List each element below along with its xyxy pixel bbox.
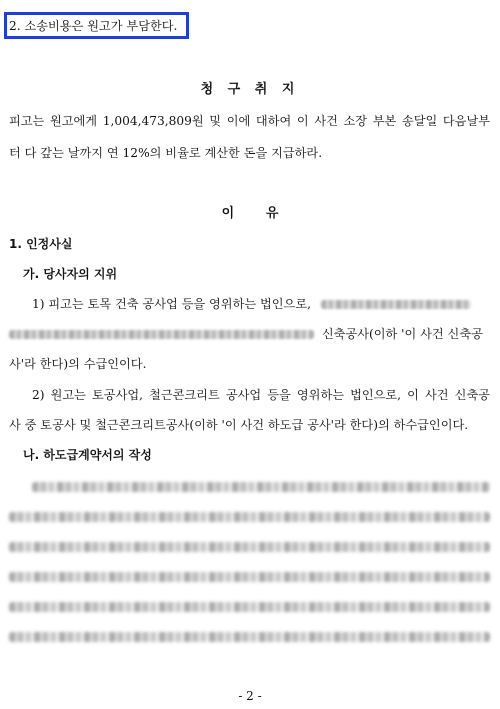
redacted-text xyxy=(321,300,471,309)
redacted-text xyxy=(9,330,314,339)
redacted-line xyxy=(9,602,490,612)
para-1-line-1 xyxy=(32,298,471,310)
para-2-line-2: 사 중 토공사 및 철근콘크리트공사(이하 '이 사건 하도급 공사'라 한다)의 하수급인이다. xyxy=(9,418,469,432)
redacted-line xyxy=(32,482,490,492)
redacted-line xyxy=(9,542,490,552)
section-1-na-title: 나. 하도급계약서의 작성 xyxy=(23,448,152,462)
section-1-title: 1. 인정사실 xyxy=(9,237,73,251)
top-item: 2. 소송비용은 원고가 부담한다. xyxy=(9,19,178,33)
reason-heading: 이 유 xyxy=(221,206,279,221)
page-number: - 2 - xyxy=(238,689,262,703)
para-2-line-1: 2) 원고는 토공사업, 철근콘크리트 공사업 등을 영위하는 법인으로, 이 사건 신축공 xyxy=(32,388,490,402)
redacted-line xyxy=(9,572,490,582)
para-1-line-2-text: 신축공사(이하 '이 사건 신축공 xyxy=(321,327,483,341)
para-1-line-2 xyxy=(9,328,483,340)
redacted-line xyxy=(9,632,490,642)
claim-line-1: 피고는 원고에게 1,004,473,809원 및 이에 대하여 이 사건 소장 부본 송달일 다음날부 xyxy=(9,114,490,128)
para-1-line-3: 사'라 한다)의 수급인이다. xyxy=(9,357,147,371)
redacted-line xyxy=(9,512,490,522)
claim-heading: 청 구 취 지 xyxy=(200,82,300,97)
section-1-ga-title: 가. 당사자의 지위 xyxy=(23,267,118,281)
claim-line-2: 터 다 갚는 날까지 연 12%의 비율로 계산한 돈을 지급하라. xyxy=(9,146,323,160)
para-1-line-1-text: 1) 피고는 토목 건축 공사업 등을 영위하는 법인으로, xyxy=(32,297,311,311)
